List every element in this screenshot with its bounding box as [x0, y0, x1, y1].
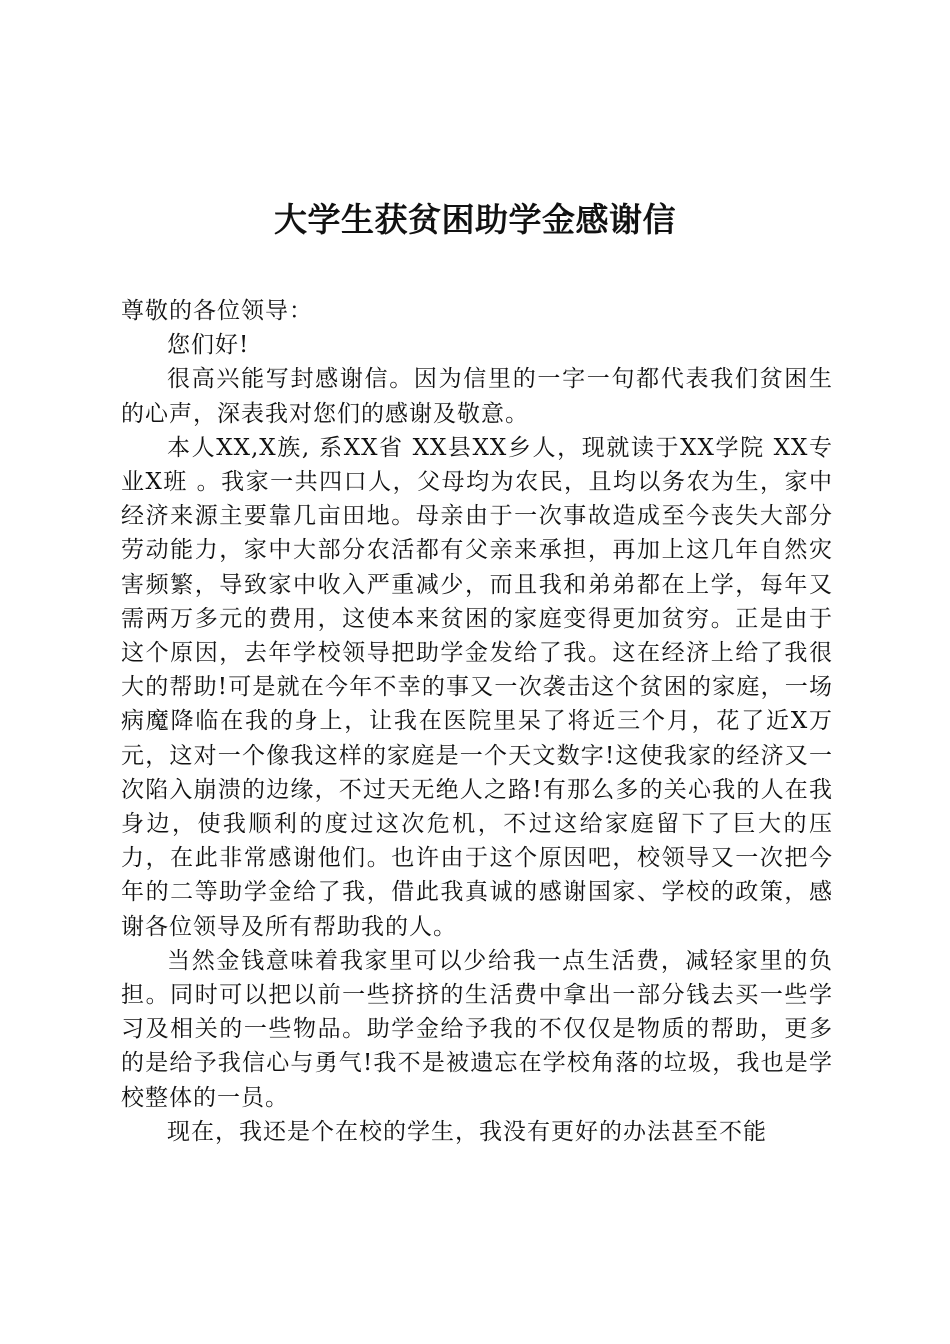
- greeting: 您们好!: [167, 332, 250, 359]
- paragraph: 现在，我还是个在校的学生，我没有更好的办法甚至不能: [167, 1118, 767, 1145]
- paragraph: 当然金钱意味着我家里可以少给我一点生活费，减轻家里的负担。同时可以把以前一些挤挤的生活费中拿出一部分钱去买一些学习及相关的一些物品。助学金给予我的不仅仅是物质的帮助，更多的是给予我信心与勇气!我不是被遗忘在学校角落的垃圾，我也是学校整体的一员。: [121, 947, 833, 1111]
- letter-body: [121, 294, 833, 1149]
- paragraph: 很高兴能写封感谢信。因为信里的一字一句都代表我们贫困生的心声，深表我对您们的感谢及敬意。: [121, 366, 833, 427]
- salutation: 尊敬的各位领导：: [121, 298, 313, 324]
- paragraph: 本人XX,X族, 系XX省 XX县XX乡人，现就读于XX学院 XX专业X班 。我家一共四口人，父母均为农民，且均以务农为生，家中经济来源主要靠几亩田地。母亲由于一次事故造成至今丧失大部分劳动能力，家中大部分农活都有父亲来承担，再加上这几年自然灾害频繁，导致家中收入严重减少，而且我和弟弟都在上学，每年又需两万多元的费用，这使本来贫困的家庭变得更加贫穷。正是由于这个原因，去年学校领导把助学金发给了我。这在经济上给了我很大的帮助!可是就在今年不幸的事又一次袭击这个贫困的家庭，一场病魔降临在我的身上，让我在医院里呆了将近三个月，花了近X万元，这对一个像我这样的家庭是一个天文数字!这使我家的经济又一次陷入崩溃的边缘，不过天无绝人之路!有那么多的关心我的人在我身边，使我顺利的度过这次危机，不过这给家庭留下了巨大的压力，在此非常感谢他们。也许由于这个原因吧，校领导又一次把今年的二等助学金给了我，借此我真诚的感谢国家、学校的政策，感谢各位领导及所有帮助我的人。: [121, 434, 833, 940]
- document-title: 大学生获贫困助学金感谢信: [274, 200, 676, 239]
